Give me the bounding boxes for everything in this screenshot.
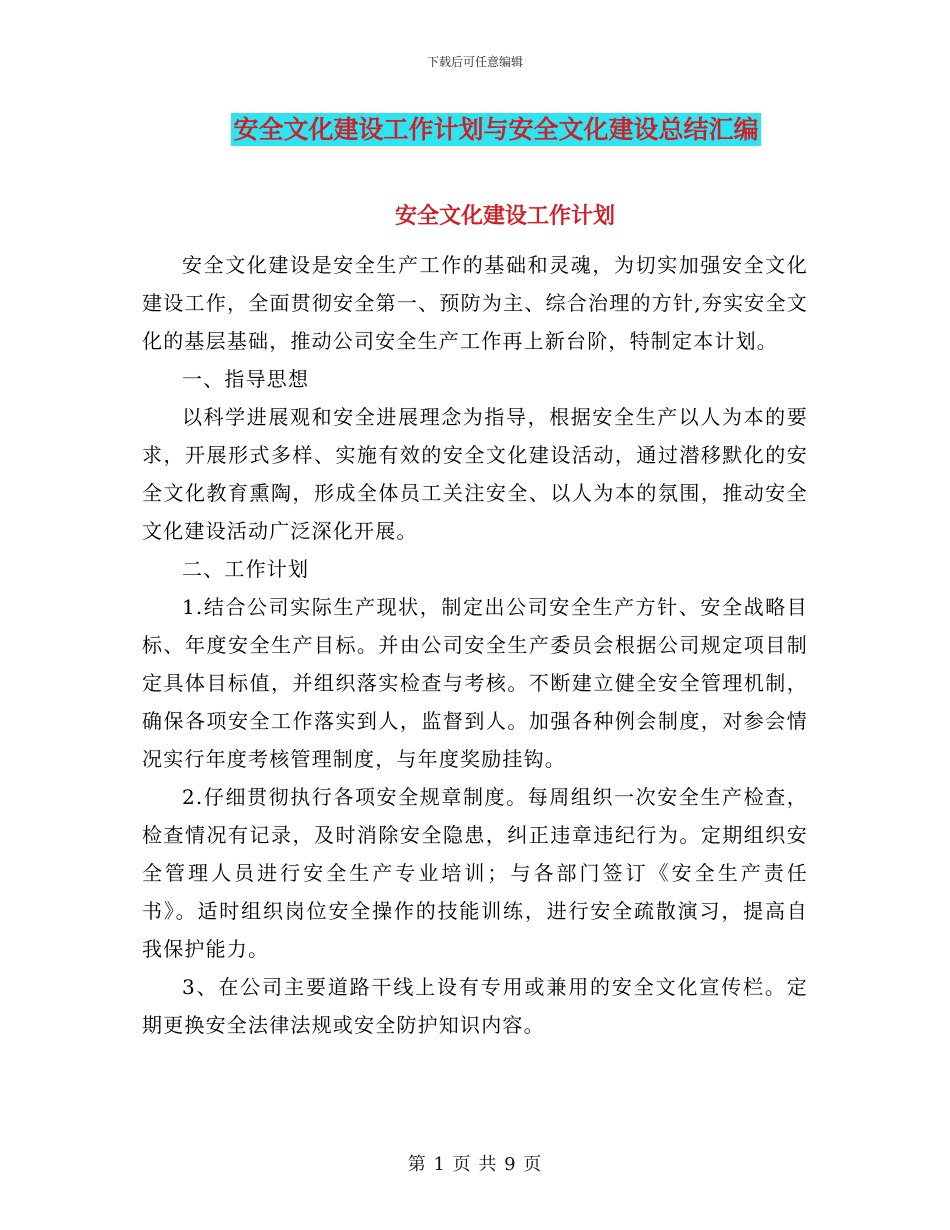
page-number-indicator: 第 1 页 共 9 页 [407,1154,543,1175]
document-title-wrapper [0,113,950,146]
document-title: 安全文化建设工作计划与安全文化建设总结汇编 [233,115,759,144]
heading-guiding-ideology: 一、指导思想 [182,367,310,391]
paragraph-plan-item-3: 3、在公司主要道路干线上设有专用或兼用的安全文化宣传栏。定期更换安全法律法规或安全防护知识内容。 [142,975,808,1037]
paragraph-intro: 安全文化建设是安全生产工作的基础和灵魂，为切实加强安全文化建设工作，全面贯彻安全第一、预防为主、综合治理的方针,夯实安全文化的基层基础，推动公司安全生产工作再上新台阶，特制定本计划。 [142,253,808,353]
header-note: 下载后可任意编辑 [426,55,523,69]
paragraph-guiding-ideology: 以科学进展观和安全进展理念为指导，根据安全生产以人为本的要求，开展形式多样、实施有效的安全文化建设活动，通过潜移默化的安全文化教育熏陶，形成全体员工关注安全、以人为本的氛围，推动安全文化建设活动广泛深化开展。 [142,405,808,543]
heading-work-plan: 二、工作计划 [182,557,310,581]
section-title: 安全文化建设工作计划 [394,204,615,229]
paragraph-plan-item-2: 2.仔细贯彻执行各项安全规章制度。每周组织一次安全生产检查，检查情况有记录，及时消除安全隐患，纠正违章违纪行为。定期组织安全管理人员进行安全生产专业培训；与各部门签订《安全生产责任书》。适时组织岗位安全操作的技能训练，进行安全疏散演习，提高自我保护能力。 [142,785,808,961]
document-body [142,246,808,1044]
paragraph-plan-item-1: 1.结合公司实际生产现状，制定出公司安全生产方针、安全战略目标、年度安全生产目标。并由公司安全生产委员会根据公司规定项目制定具体目标值，并组织落实检查与考核。不断建立健全安全管理机制，确保各项安全工作落实到人，监督到人。加强各种例会制度，对参会情况实行年度考核管理制度，与年度奖励挂钩。 [142,595,808,771]
